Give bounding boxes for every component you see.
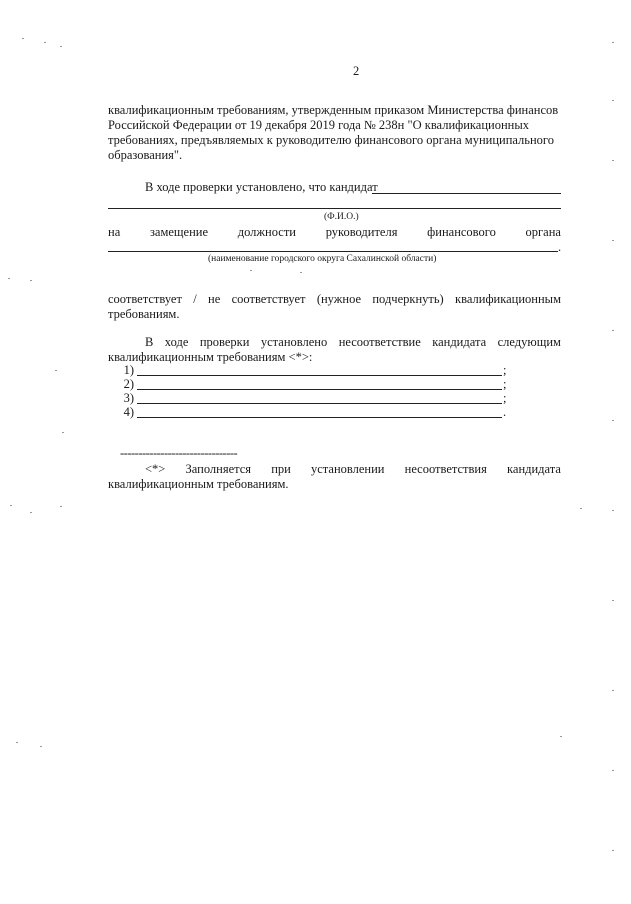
footnote-word-5: несоответствия	[404, 462, 487, 476]
compliance-word-3: не	[208, 292, 221, 306]
footnote-word-3: при	[271, 462, 291, 476]
mismatch-word-7: следующим	[497, 335, 561, 349]
district-caption: (наименование городского округа Сахалинской области)	[208, 254, 437, 264]
scan-speck	[612, 100, 614, 101]
scan-speck	[44, 42, 46, 43]
position-word-1: на	[108, 225, 121, 239]
scan-speck	[612, 850, 614, 851]
position-word-6: органа	[525, 225, 561, 239]
scan-speck	[10, 505, 12, 506]
compliance-word-1: соответствует	[108, 292, 182, 306]
mismatch-item	[112, 405, 567, 420]
footnote-separator: --------------------------------	[120, 446, 238, 460]
district-line[interactable]	[108, 251, 558, 252]
mismatch-item	[112, 363, 567, 378]
item-blank-line[interactable]	[137, 403, 502, 404]
scan-speck	[612, 510, 614, 511]
footnote-line	[145, 462, 561, 477]
position-word-3: должности	[237, 225, 296, 239]
intro-line-1: квалификационным требованиям, утвержденным приказом Министерства финансов	[108, 103, 559, 117]
scan-speck	[300, 272, 302, 273]
scan-speck	[30, 512, 32, 513]
item-number: 2)	[123, 377, 134, 391]
scan-speck	[612, 600, 614, 601]
compliance-word-5: (нужное	[316, 292, 362, 306]
footnote-word-4: установлении	[310, 462, 385, 476]
compliance-word-7: квалификационным	[455, 292, 561, 306]
scan-speck	[40, 746, 42, 747]
item-number: 4)	[123, 405, 134, 419]
scan-speck	[16, 742, 18, 743]
intro-line-4: образования".	[108, 148, 183, 162]
scan-speck	[580, 508, 582, 509]
compliance-word-2: /	[193, 292, 197, 306]
position-word-4: руководителя	[325, 225, 398, 239]
position-word-5: финансового	[427, 225, 496, 239]
mismatch-word-4: установлено	[260, 335, 328, 349]
scan-speck	[612, 420, 614, 421]
compliance-word-4: соответствует	[231, 292, 306, 306]
scan-speck	[30, 280, 32, 281]
scan-speck	[612, 330, 614, 331]
compliance-line	[108, 292, 561, 307]
item-end: ;	[503, 377, 507, 391]
scan-speck	[60, 46, 62, 47]
mismatch-end: квалификационным требованиям <*>:	[108, 350, 313, 364]
item-end: .	[503, 405, 507, 419]
scan-speck	[612, 770, 614, 771]
mismatch-word-2: ходе	[164, 335, 189, 349]
footnote-end: квалификационным требованиям.	[108, 477, 289, 491]
position-line	[108, 225, 561, 240]
item-blank-line[interactable]	[137, 375, 502, 376]
item-blank-line[interactable]	[137, 417, 502, 418]
scan-speck	[560, 736, 562, 737]
check-sentence: В ходе проверки установлено, что кандидат	[145, 180, 378, 194]
mismatch-word-3: проверки	[199, 335, 250, 349]
fio-caption: (Ф.И.О.)	[324, 212, 359, 222]
footnote-word-2: Заполняется	[185, 462, 252, 476]
scan-speck	[22, 38, 24, 39]
scan-speck	[612, 42, 614, 43]
footnote-word-1: <*>	[145, 462, 166, 476]
mismatch-word-6: кандидата	[432, 335, 487, 349]
footnote-word-6: кандидата	[507, 462, 561, 476]
page-number: 2	[353, 64, 360, 78]
item-number: 3)	[123, 391, 134, 405]
candidate-name-line-2[interactable]	[108, 208, 561, 209]
scan-speck	[612, 690, 614, 691]
mismatch-item	[112, 391, 567, 406]
item-blank-line[interactable]	[137, 389, 502, 390]
intro-line-3: требованиях, предъявляемых к руководителю финансового органа муниципального	[108, 133, 554, 147]
mismatch-item	[112, 377, 567, 392]
scan-speck	[250, 270, 252, 271]
scan-speck	[612, 160, 614, 161]
mismatch-word-5: несоответствие	[338, 335, 421, 349]
compliance-end: требованиям.	[108, 307, 180, 321]
district-line-end: .	[558, 240, 562, 254]
mismatch-word-1: В	[145, 335, 154, 349]
scan-speck	[55, 370, 57, 371]
position-word-2: замещение	[149, 225, 208, 239]
scan-speck	[8, 278, 10, 279]
item-number: 1)	[123, 363, 134, 377]
intro-line-2: Российской Федерации от 19 декабря 2019 года № 238н "О квалификационных	[108, 118, 530, 132]
compliance-word-6: подчеркнуть)	[372, 292, 444, 306]
scan-speck	[62, 432, 64, 433]
scan-speck	[60, 506, 62, 507]
candidate-name-line[interactable]	[372, 193, 561, 194]
item-end: ;	[503, 391, 507, 405]
item-end: ;	[503, 363, 507, 377]
scan-speck	[612, 240, 614, 241]
mismatch-line	[145, 335, 561, 350]
